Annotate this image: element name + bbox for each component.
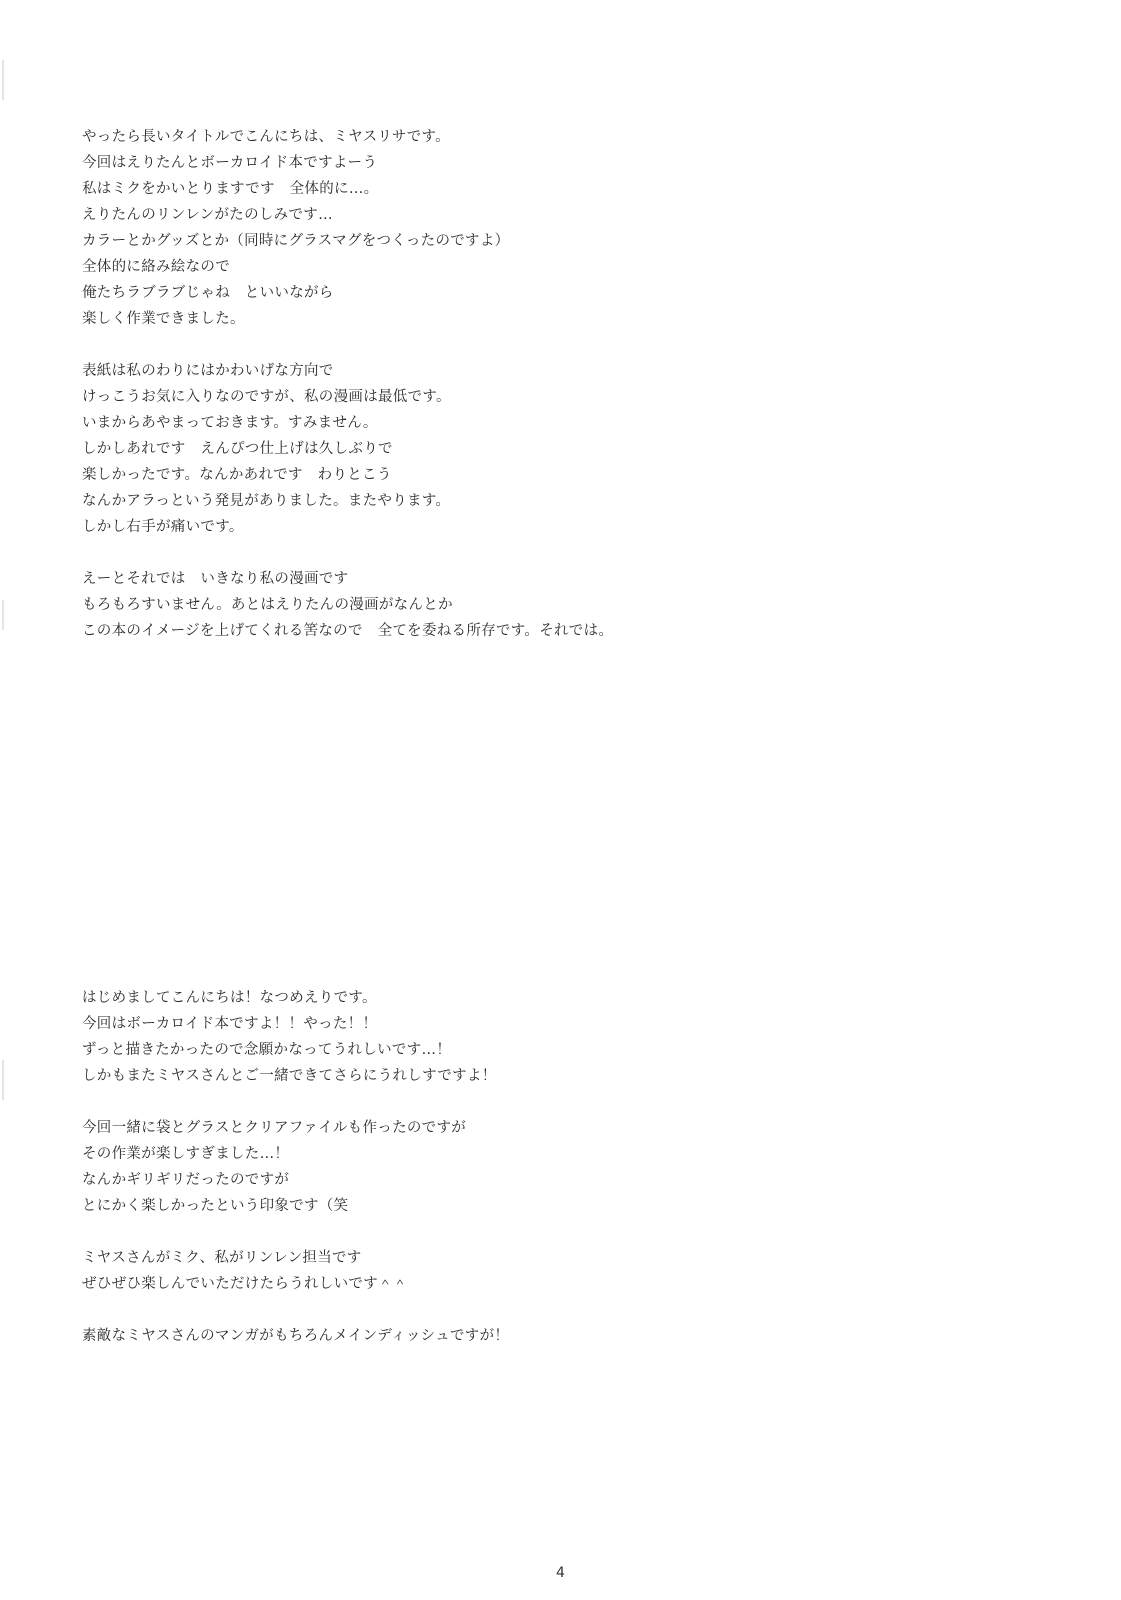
text-line: 表紙は私のわりにはかわいげな方向で	[82, 363, 334, 379]
text-line: ぜひぜひ楽しんでいただけたらうれしいです＾＾	[82, 1276, 408, 1292]
paragraph	[82, 124, 982, 332]
text-line: やったら長いタイトルでこんにちは、ミヤスリサです。	[82, 129, 450, 145]
text-line: しかしあれです えんぴつ仕上げは久しぶりで	[82, 441, 393, 457]
text-line: この本のイメージを上げてくれる筈なので 全てを委ねる所存です。それでは。	[82, 623, 614, 639]
afterword-section-1	[82, 124, 982, 670]
paragraph	[82, 985, 982, 1089]
paragraph	[82, 1323, 982, 1349]
text-line: いまからあやまっておきます。すみません。	[82, 415, 378, 431]
paragraph	[82, 358, 982, 540]
paragraph	[82, 1245, 982, 1297]
text-line: えりたんのリンレンがたのしみです…	[82, 207, 333, 223]
text-line: 今回一緒に袋とグラスとクリアファイルも作ったのですが	[82, 1120, 467, 1136]
paragraph	[82, 566, 982, 644]
text-line: 俺たちラブラブじゃね といいながら	[82, 285, 334, 301]
afterword-section-2	[82, 985, 982, 1375]
text-line: 楽しく作業できました。	[82, 311, 245, 327]
text-line: 私はミクをかいとりますです 全体的に…。	[82, 181, 379, 197]
text-line: はじめましてこんにちは！なつめえりです。	[82, 990, 377, 1006]
scan-edge-mark	[2, 60, 4, 100]
text-line: ずっと描きたかったので念願かなってうれしいです…！	[82, 1042, 452, 1058]
text-line: しかし右手が痛いです。	[82, 519, 244, 535]
paragraph	[82, 1115, 982, 1219]
text-line: ミヤスさんがミク、私がリンレン担当です	[82, 1250, 362, 1266]
text-line: なんかアラっという発見がありました。またやります。	[82, 493, 451, 509]
text-line: 全体的に絡み絵なので	[82, 259, 230, 275]
scan-edge-mark	[2, 600, 4, 630]
text-line: カラーとかグッズとか（同時にグラスマグをつくったのですよ）	[82, 233, 510, 249]
text-line: けっこうお気に入りなのですが、私の漫画は最低です。	[82, 389, 451, 405]
text-line: なんかギリギリだったのですが	[82, 1172, 290, 1188]
text-line: もろもろすいません。あとはえりたんの漫画がなんとか	[82, 597, 453, 613]
text-line: しかもまたミヤスさんとご一緒できてさらにうれしすですよ！	[82, 1068, 497, 1084]
text-line: 素敵なミヤスさんのマンガがもちろんメインディッシュですが！	[82, 1328, 510, 1344]
text-line: 今回はえりたんとボーカロイド本ですよーう	[82, 155, 378, 171]
text-line: えーとそれでは いきなり私の漫画です	[82, 571, 349, 587]
text-line: 今回はボーカロイド本ですよ！！やった！！	[82, 1016, 378, 1032]
text-line: 楽しかったです。なんかあれです わりとこう	[82, 467, 392, 483]
text-line: その作業が楽しすぎました…！	[82, 1146, 290, 1162]
scan-edge-mark	[2, 1060, 4, 1100]
page-number: 4	[556, 1565, 565, 1581]
text-line: とにかく楽しかったという印象です（笑	[82, 1198, 349, 1214]
